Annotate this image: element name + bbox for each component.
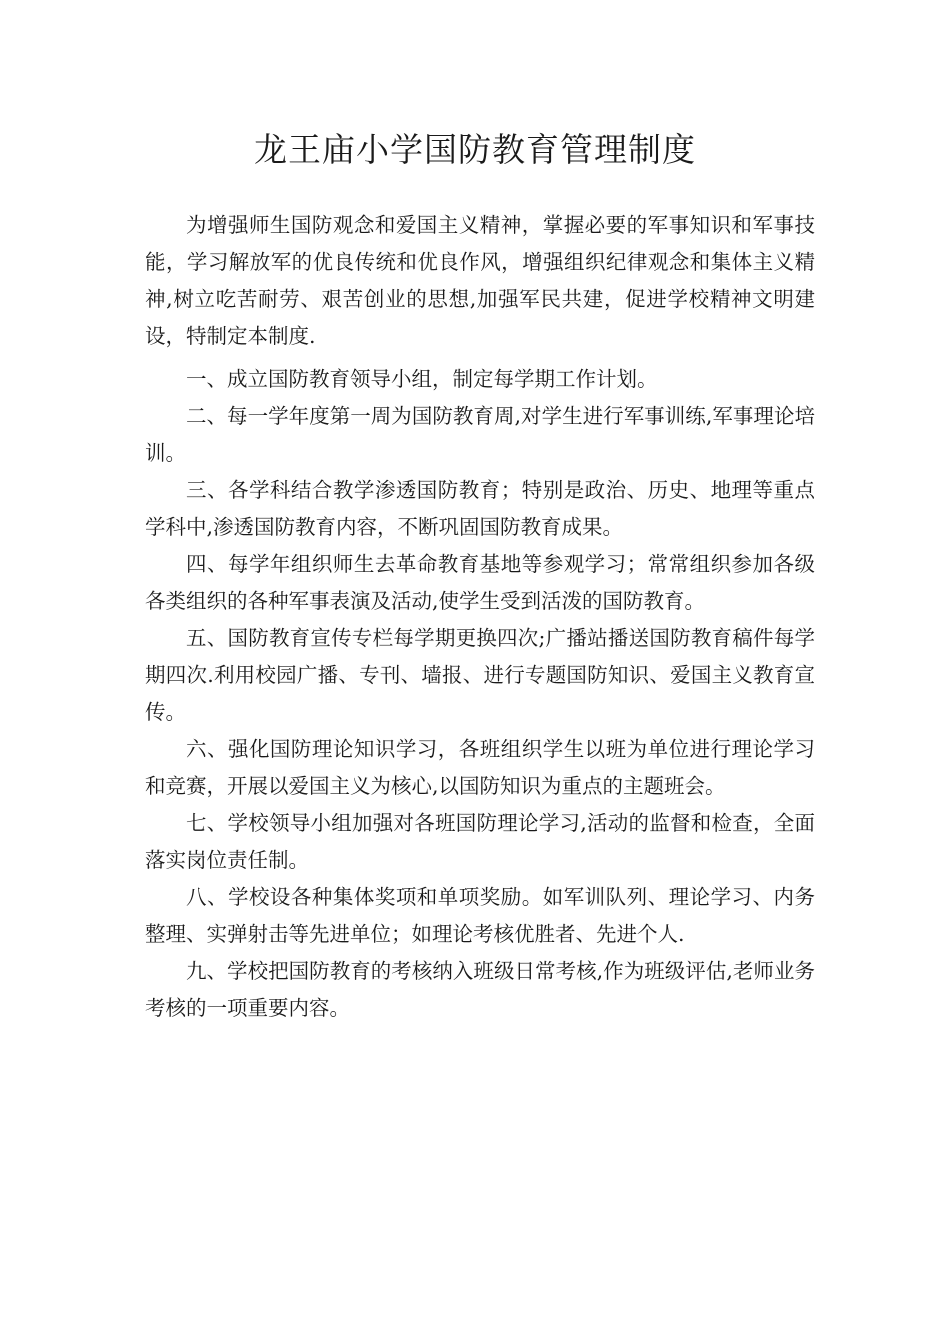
rule-item-2: 二、每一学年度第一周为国防教育周,对学生进行军事训练,军事理论培训。 <box>145 404 815 465</box>
rule-item-6: 六、强化国防理论知识学习，各班组织学生以班为单位进行理论学习和竞赛，开展以爱国主义为核心,以国防知识为重点的主题班会。 <box>145 737 815 798</box>
rule-item-7: 七、学校领导小组加强对各班国防理论学习,活动的监督和检查，全面落实岗位责任制。 <box>145 811 815 872</box>
rule-item-1: 一、成立国防教育领导小组，制定每学期工作计划。 <box>186 367 658 391</box>
rule-item-4: 四、每学年组织师生去革命教育基地等参观学习；常常组织参加各级各类组织的各种军事表演及活动,使学生受到活泼的国防教育。 <box>145 552 815 613</box>
rule-item-8: 八、学校设各种集体奖项和单项奖励。如军训队列、理论学习、内务整理、实弹射击等先进单位；如理论考核优胜者、先进个人. <box>145 885 815 946</box>
rule-item-5: 五、国防教育宣传专栏每学期更换四次;广播站播送国防教育稿件每学期四次.利用校园广播、专刊、墙报、进行专题国防知识、爱国主义教育宣传。 <box>145 626 815 724</box>
intro-paragraph: 为增强师生国防观念和爱国主义精神，掌握必要的军事知识和军事技能，学习解放军的优良传统和优良作风，增强组织纪律观念和集体主义精神,树立吃苦耐劳、艰苦创业的思想,加强军民共建，促进学校精神文明建设，特制定本制度. <box>145 213 815 348</box>
rule-item-3: 三、各学科结合教学渗透国防教育；特别是政治、历史、地理等重点学科中,渗透国防教育内容，不断巩固国防教育成果。 <box>145 478 815 539</box>
rule-item-9: 九、学校把国防教育的考核纳入班级日常考核,作为班级评估,老师业务考核的一项重要内容。 <box>145 959 815 1020</box>
document-body <box>145 207 815 1027</box>
document-title: 龙王庙小学国防教育管理制度 <box>254 130 696 169</box>
